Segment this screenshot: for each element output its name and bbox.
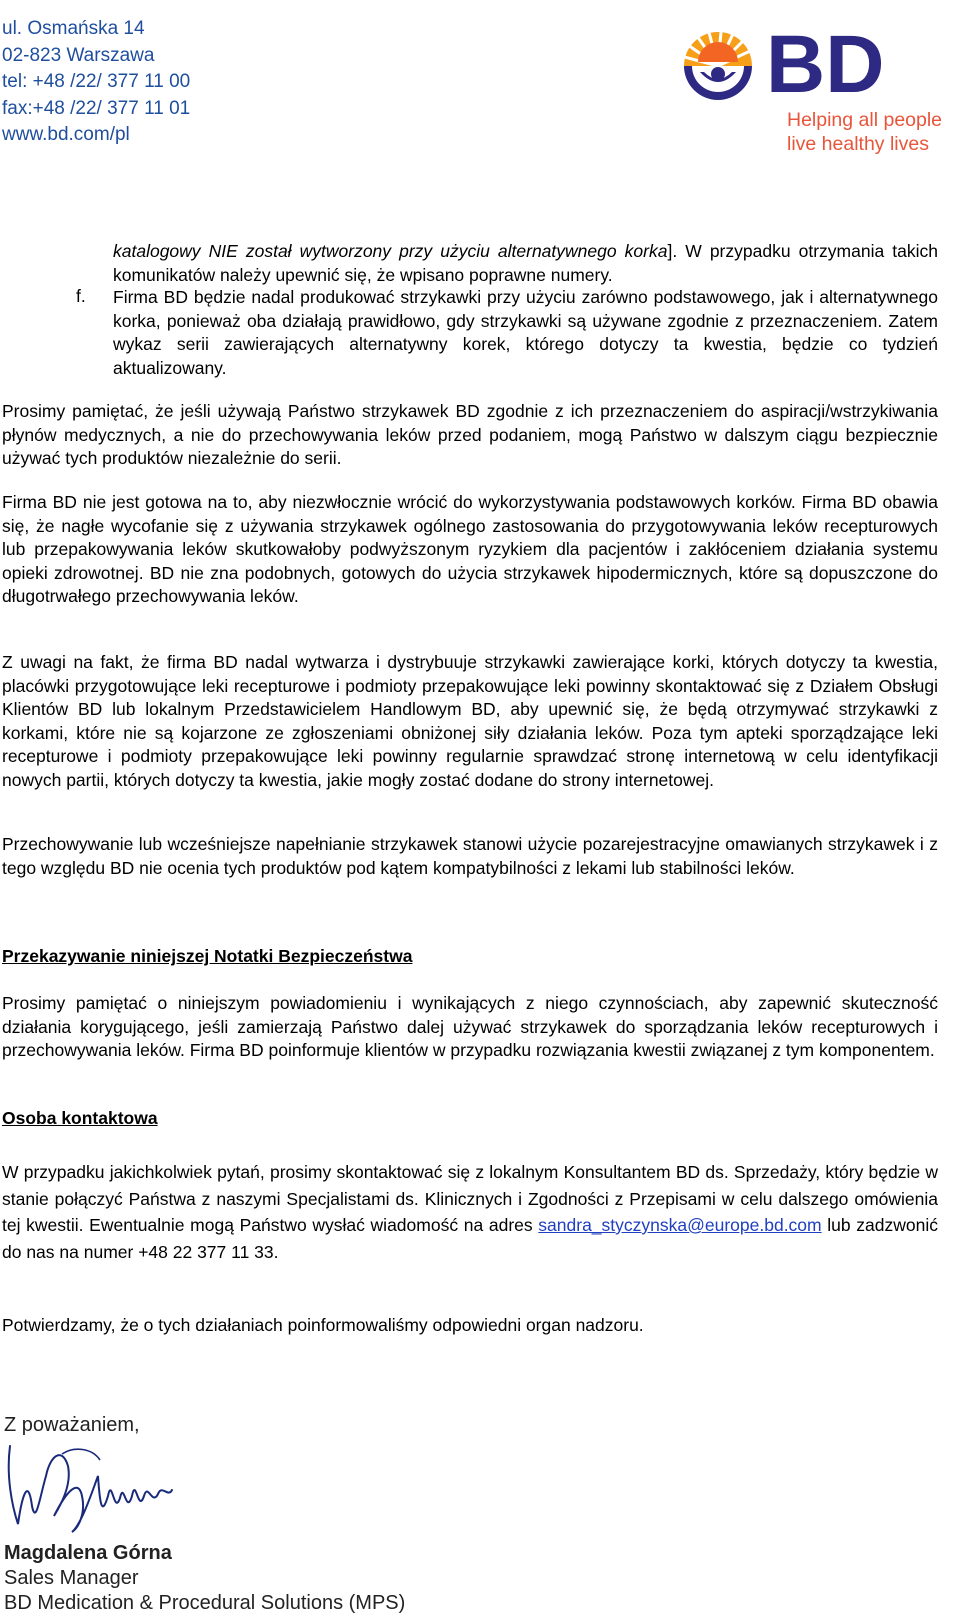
contact-text-after: lub zadzwonić do nas na numer +48 22 377 11 33. [2,1215,938,1262]
tagline-line-2: live healthy lives [787,133,929,155]
address-website: www.bd.com/pl [2,124,130,145]
brand-tagline [787,108,942,156]
paragraph-4: Przechowywanie lub wcześniejsze napełnianie strzykawek stanowi użycie pozarejestracyjne omawianych strzykawek i z tego względu BD nie ocenia tych produktów pod kątem kompatybilności z lekami lub stabilności leków. [2,834,938,878]
contact-email-link[interactable]: sandra_styczynska@europe.bd.com [538,1215,822,1235]
paragraph-3: Z uwagi na fakt, że firma BD nadal wytwarza i dystrybuuje strzykawki zawierające korki, których dotyczy ta kwestia, placówki przygotowujące leki recepturowe i podmioty przepakowujące leki powinny skontaktować się z Działem Obsługi Klientów BD lub lokalnym Przedstawicielem Handlowym BD, aby upewnić się, że będą otrzymywać strzykawki z korkami, które nie są kojarzone ze zgłoszeniami obniżonej siły działania leków. Poza tym apteki sporządzające leki recepturowe i podmioty przepakowujące leki powinny regularnie sprawdzać stronę internetową w celu identyfikacji nowych partii, których dotyczy ta kwestia, jakie mogły zostać dodane do strony internetowej. [2,652,938,790]
signature-block [2,1414,482,1619]
signatory-role: Sales Manager [4,1567,139,1589]
paragraph-7: Potwierdzamy, że o tych działaniach poinformowaliśmy odpowiedni organ nadzoru. [2,1315,644,1335]
signatory-department: BD Medication & Procedural Solutions (MPS) [4,1592,406,1614]
sender-address [2,16,190,149]
address-city: 02-823 Warszawa [2,44,155,66]
paragraph-5: Prosimy pamiętać o niniejszym powiadomieniu i wynikających z niego czynnościach, aby zapewnić skuteczność działania korygującego, jeśli zamierzają Państwo dalej używać strzykawek do sporządzania leków recepturowych i przechowywania leków. Firma BD poinformuje klientów w przypadku rozwiązania kwestii związanej z tym komponentem. [2,993,938,1060]
signature-greeting: Z poważaniem, [4,1414,140,1436]
section-heading-contact: Osoba kontaktowa [2,1108,158,1128]
paragraph-6 [2,1159,938,1265]
address-street: ul. Osmańska 14 [2,18,145,39]
tagline-line-1: Helping all people [787,109,943,131]
contact-text-before: W przypadku jakichkolwiek pytań, prosimy skontaktować się z lokalnym Konsultantem BD ds. Sprzedaży, który będzie w stanie połączyć Państwa z naszymi Specjalistami ds. Klinicznych i Zgodności z Przepisami w celu dalszego omówienia tej kwestii. Ewentualnie mogą Państwo wysłać wiadomość na adres [2,1162,938,1235]
paragraph-2: Firma BD nie jest gotowa na to, aby niezwłocznie wrócić do wykorzystywania podstawowych korków. Firma BD obawia się, że nagłe wycofanie się z używania strzykawek ogólnego zastosowania do przygotowywania leków recepturowych lub przepakowywania leków skutkowałoby podwyższonym ryzykiem dla pacjentów i zakłóceniem działania systemu opieki zdrowotnej. BD nie zna podobnych, gotowych do użycia strzykawek hipodermicznych, które są dopuszczone do długotrwałego przechowywania leków. [2,492,938,606]
address-phone: tel: +48 /22/ 377 11 00 [2,71,191,92]
list-cont-italic: katalogowy NIE został wytworzony przy użyciu alternatywnego korka [113,241,668,261]
address-fax: fax:+48 /22/ 377 11 01 [2,97,191,119]
list-item-f: Firma BD będzie nadal produkować strzykawki przy użyciu zarówno podstawowego, jak i alternatywnego korka, ponieważ oba działają prawidłowo, gdy strzykawki są używane zgodnie z przeznaczeniem. Zatem wykaz serii zawierających alternatywny korek, którego dotyczy ta kwestia, będzie co tydzień aktualizowany. [113,287,938,378]
handwritten-signature [2,1436,232,1546]
sunburst-icon [683,30,752,100]
list-cont-rest: ]. W przypadku otrzymania takich komunikatów należy upewnić się, że wpisano poprawne numery. [113,241,938,285]
list-marker-f: f. [76,286,86,306]
signatory-name: Magdalena Górna [4,1542,172,1564]
paragraph-1: Prosimy pamiętać, że jeśli używają Państwo strzykawek BD zgodnie z ich przeznaczeniem do aspiracji/wstrzykiwania płynów medycznych, a nie do przechowywania leków przed podaniem, mogą Państwo w dalszym ciągu bezpiecznie używać tych produktów niezależnie do serii. [2,401,938,468]
list-continuation [113,240,938,287]
logo-text: BD [766,19,885,110]
section-heading-transfer: Przekazywanie niniejszej Notatki Bezpieczeństwa [2,946,413,966]
